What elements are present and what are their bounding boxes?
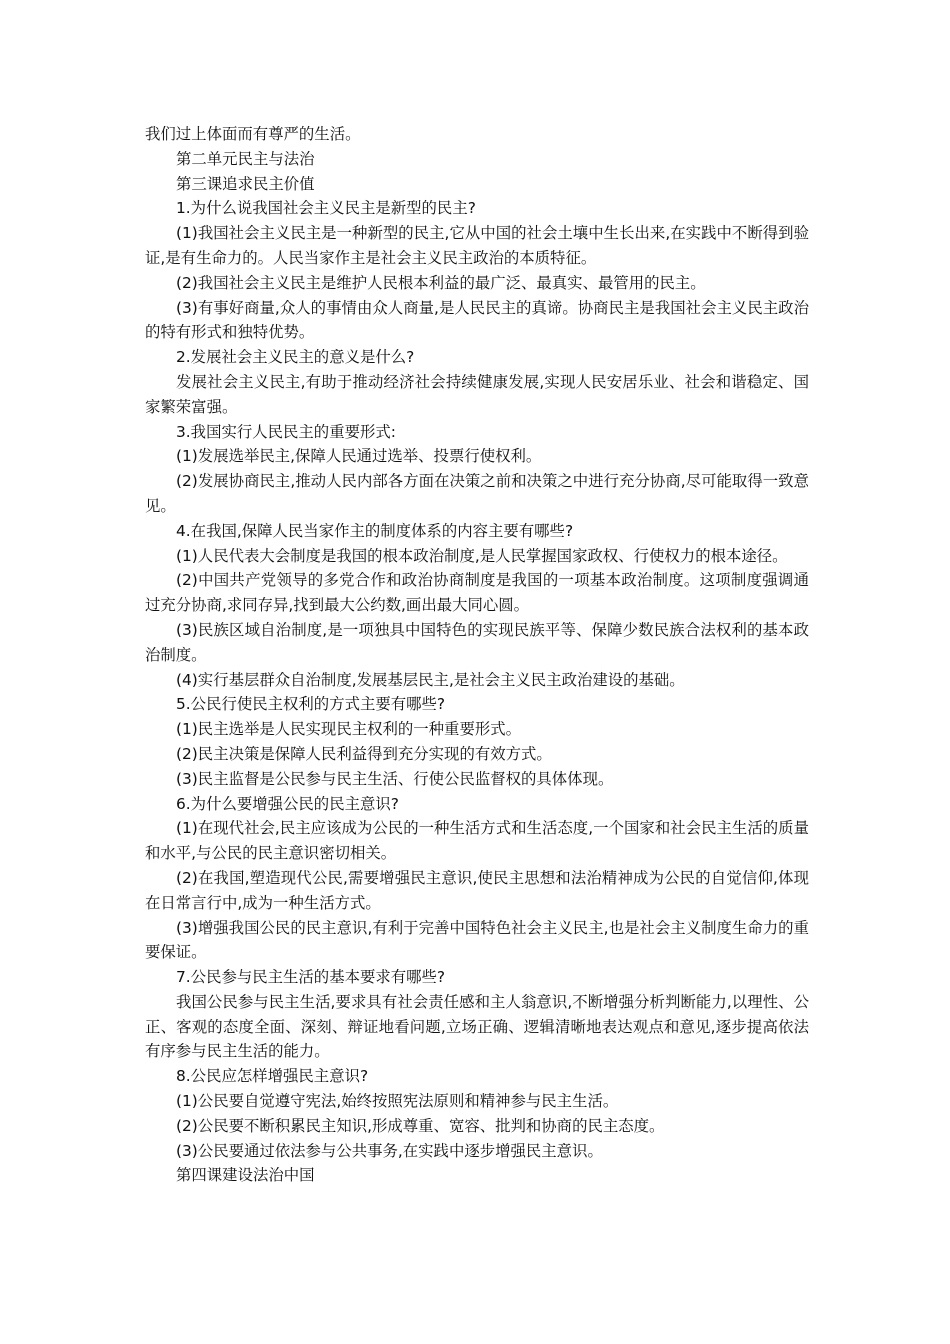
paragraph: (2)公民要不断积累民主知识,形成尊重、宽容、批判和协商的民主态度。 [176, 1116, 665, 1135]
lesson-heading: 第四课建设法治中国 [176, 1166, 315, 1185]
question-heading: 6.为什么要增强公民的民主意识? [176, 794, 399, 813]
paragraph: (2)民主决策是保障人民利益得到充分实现的有效方式。 [176, 744, 552, 763]
paragraph: (2)中国共产党领导的多党合作和政治协商制度是我国的一项基本政治制度。这项制度强调通过充分协商,求同存异,找到最大公约数,画出最大同心圆。 [145, 571, 809, 615]
question-heading: 8.公民应怎样增强民主意识? [176, 1067, 369, 1086]
unit-heading: 第二单元民主与法治 [176, 149, 315, 168]
question-heading: 4.在我国,保障人民当家作主的制度体系的内容主要有哪些? [176, 521, 574, 540]
question-heading: 5.公民行使民主权利的方式主要有哪些? [176, 695, 446, 714]
question-heading: 7.公民参与民主生活的基本要求有哪些? [176, 968, 446, 987]
paragraph: (4)实行基层群众自治制度,发展基层民主,是社会主义民主政治建设的基础。 [176, 670, 685, 689]
paragraph: (1)民主选举是人民实现民主权利的一种重要形式。 [176, 720, 522, 739]
paragraph: (2)发展协商民主,推动人民内部各方面在决策之前和决策之中进行充分协商,尽可能取得一致意见。 [145, 472, 809, 515]
paragraph: 发展社会主义民主,有助于推动经济社会持续健康发展,实现人民安居乐业、社会和谐稳定、国家繁荣富强。 [145, 372, 809, 416]
document-page [145, 122, 809, 1188]
paragraph: (3)民主监督是公民参与民主生活、行使公民监督权的具体体现。 [176, 769, 614, 788]
paragraph: (1)在现代社会,民主应该成为公民的一种生活方式和生活态度,一个国家和社会民主生活的质量和水平,与公民的民主意识密切相关。 [145, 819, 809, 863]
paragraph: (3)有事好商量,众人的事情由众人商量,是人民民主的真谛。协商民主是我国社会主义民主政治的特有形式和独特优势。 [145, 298, 809, 342]
paragraph: (1)发展选举民主,保障人民通过选举、投票行使权利。 [176, 447, 542, 466]
paragraph: (1)我国社会主义民主是一种新型的民主,它从中国的社会土壤中生长出来,在实践中不断得到验证,是有生命力的。人民当家作主是社会主义民主政治的本质特征。 [145, 224, 809, 267]
paragraph: (3)民族区域自治制度,是一项独具中国特色的实现民族平等、保障少数民族合法权利的基本政治制度。 [145, 620, 809, 664]
question-heading: 2.发展社会主义民主的意义是什么? [176, 348, 415, 367]
paragraph: (2)我国社会主义民主是维护人民根本利益的最广泛、最真实、最管用的民主。 [176, 273, 706, 292]
paragraph: (2)在我国,塑造现代公民,需要增强民主意识,使民主思想和法治精神成为公民的自觉信仰,体现在日常言行中,成为一种生活方式。 [145, 868, 809, 912]
lesson-heading: 第三课追求民主价值 [176, 174, 315, 193]
paragraph: (3)增强我国公民的民主意识,有利于完善中国特色社会主义民主,也是社会主义制度生命力的重要保证。 [145, 918, 809, 962]
question-heading: 1.为什么说我国社会主义民主是新型的民主? [176, 199, 476, 218]
paragraph: (1)公民要自觉遵守宪法,始终按照宪法原则和精神参与民主生活。 [176, 1092, 619, 1111]
question-heading: 3.我国实行人民民主的重要形式: [176, 422, 396, 441]
paragraph: 我国公民参与民主生活,要求具有社会责任感和主人翁意识,不断增强分析判断能力,以理性、公正、客观的态度全面、深刻、辩证地看问题,立场正确、逻辑清晰地表达观点和意见,逐步提高依法有序参与民主生活的能力。 [145, 992, 809, 1061]
paragraph: (3)公民要通过依法参与公共事务,在实践中逐步增强民主意识。 [176, 1141, 603, 1160]
paragraph: 我们过上体面而有尊严的生活。 [145, 125, 361, 143]
paragraph: (1)人民代表大会制度是我国的根本政治制度,是人民掌握国家政权、行使权力的根本途径。 [176, 546, 788, 565]
